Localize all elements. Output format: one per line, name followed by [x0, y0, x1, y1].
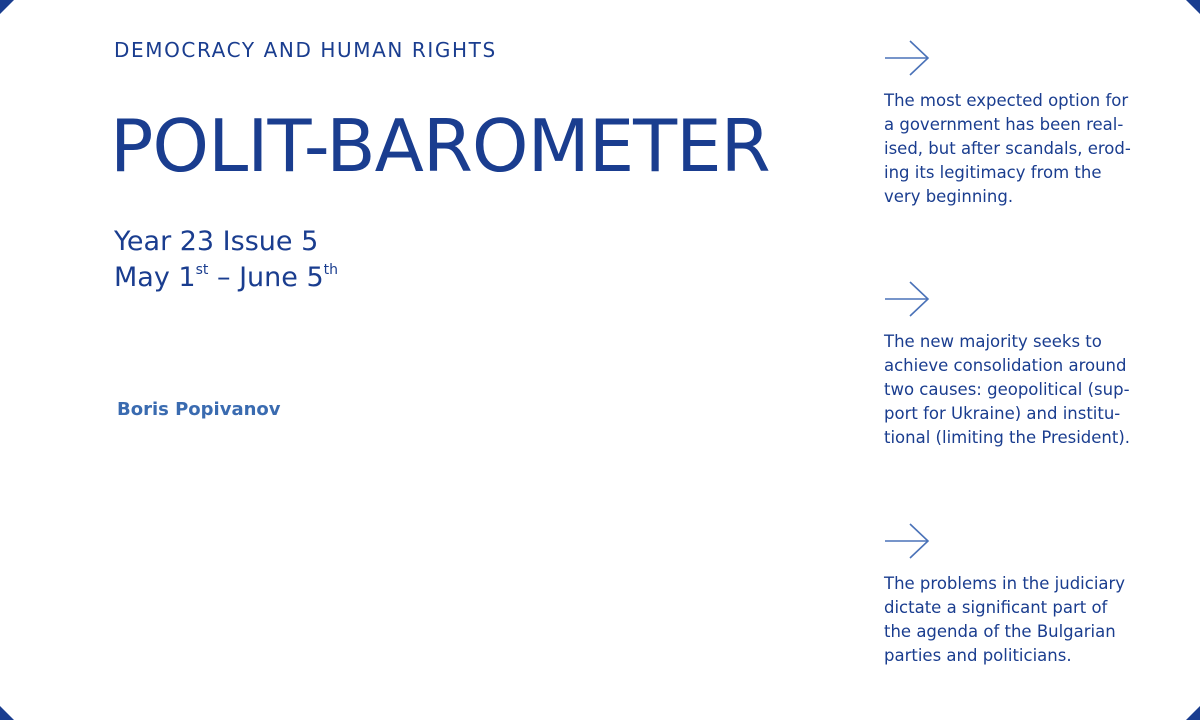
corner-decoration-top-left [0, 0, 14, 14]
arrow-right-icon [884, 38, 932, 78]
period-separator: – [208, 262, 240, 293]
note-line: ing its legitimacy from the [884, 163, 1102, 182]
note-line: achieve consolidation around [884, 356, 1127, 375]
note-line: port for Ukraine) and institu- [884, 404, 1121, 423]
arrow-right-icon [884, 279, 932, 319]
note-line: very beginning. [884, 187, 1014, 206]
period-end-suffix: th [323, 262, 338, 278]
arrow-right-icon [884, 521, 932, 561]
period-end: June 5 [239, 262, 324, 293]
note-line: The problems in the judiciary [884, 574, 1126, 593]
note-line: ised, but after scandals, erod- [884, 139, 1131, 158]
note-line: The new majority seeks to [884, 332, 1102, 351]
period-start: May 1 [114, 262, 196, 293]
note-line: a government has been real- [884, 115, 1124, 134]
author-name: Boris Popivanov [117, 399, 281, 420]
publication-title: POLIT-BAROMETER [110, 104, 770, 188]
period-range [114, 260, 338, 296]
issue-number: Year 23 Issue 5 [114, 226, 319, 257]
note-line: tional (limiting the President). [884, 428, 1131, 447]
highlight-note-2 [884, 330, 1152, 450]
highlight-note-3 [884, 572, 1152, 668]
corner-decoration-bottom-left [0, 706, 14, 720]
highlight-note-1 [884, 89, 1152, 209]
note-line: parties and politicians. [884, 646, 1072, 665]
note-line: two causes: geopolitical (sup- [884, 380, 1130, 399]
note-line: dictate a significant part of [884, 598, 1108, 617]
note-line: The most expected option for [884, 91, 1129, 110]
note-line: the agenda of the Bulgarian [884, 622, 1116, 641]
corner-decoration-bottom-right [1186, 706, 1200, 720]
series-category: DEMOCRACY AND HUMAN RIGHTS [114, 38, 497, 62]
corner-decoration-top-right [1186, 0, 1200, 14]
period-start-suffix: st [195, 262, 209, 278]
